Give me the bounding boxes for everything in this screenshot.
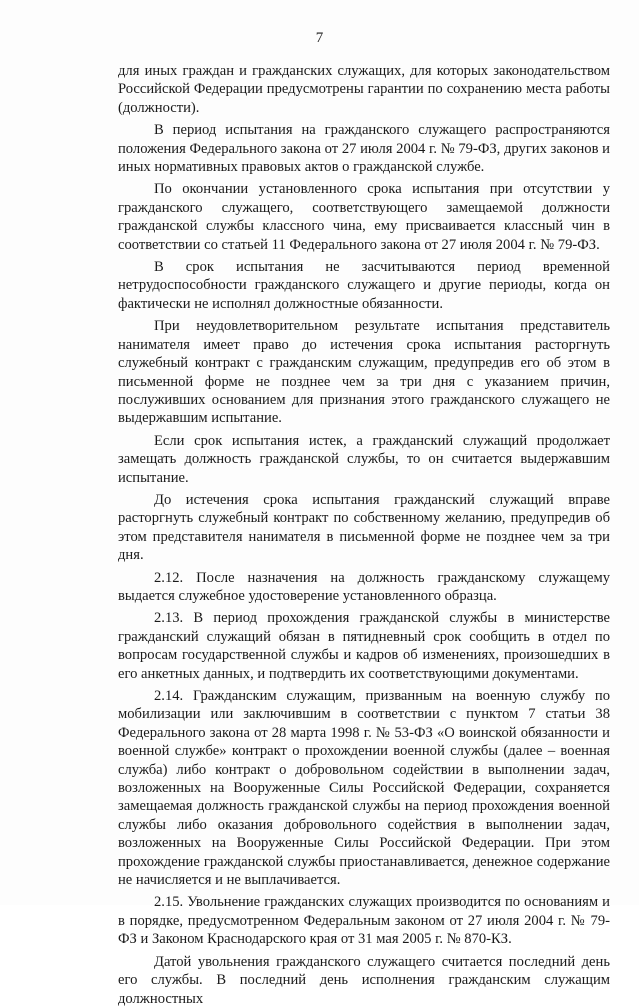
- paragraph-2-13: 2.13. В период прохождения гражданской службы в министерстве гражданский служащий обязан в пятидневный срок сообщить в отдел по вопросам государственной службы и кадров об изменениях, произошедших в его анкетных данных, и подтвердить их соответствующими документами.: [118, 610, 610, 682]
- page-number: 7: [315, 30, 324, 46]
- document-body: [118, 62, 610, 1008]
- paragraph-unsatisfactory-result: При неудовлетворительном результате испытания представитель нанимателя имеет право до истечения срока испытания расторгнуть служебный контракт с гражданским служащим, предупредив его об этом в письменной форме не позднее чем за три дня с указанием причин, послуживших основанием для признания этого гражданского служащего не выдержавшим испытание.: [118, 318, 610, 427]
- paragraph-probation-expired: Если срок испытания истек, а гражданский служащий продолжает замещать должность гражданской службы, то он считается выдержавшим испытание.: [118, 432, 610, 486]
- paragraph-2-14: 2.14. Гражданским служащим, призванным на военную службу по мобилизации или заключившим в соответствии с пунктом 7 статьи 38 Федерального закона от 28 марта 1998 г. № 53-ФЗ «О воинской обязанности и военной службе» контракт о прохождении военной службы (далее – военная служба) либо контракт о добровольном содействии в выполнении задач, возложенных на Вооруженные Силы Российской Федерации, сохраняется замещаемая должность гражданской службы на период прохождения военной службы либо оказания добровольного содействия в выполнении задач, возложенных на Вооруженные Силы Российской Федерации. При этом прохождение гражданской службы приостанавливается, денежное содержание не начисляется и не выплачивается.: [118, 688, 610, 889]
- paragraph-dismissal-date: Датой увольнения гражданского служащего считается последний день его службы. В последний день исполнения гражданским служащим должностных: [118, 953, 610, 1007]
- paragraph-2-12: 2.12. После назначения на должность гражданскому служащему выдается служебное удостоверение установленного образца.: [118, 569, 610, 604]
- paragraph-guarantees: для иных граждан и гражданских служащих, для которых законодательством Российской Федерации предусмотрены гарантии по сохранению места работы (должности).: [118, 63, 610, 116]
- paragraph-early-termination: До истечения срока испытания гражданский служащий вправе расторгнуть служебный контракт по собственному желанию, предупредив об этом представителя нанимателя в письменной форме не позднее чем за три дня.: [118, 491, 610, 564]
- paragraph-excluded-periods: В срок испытания не засчитываются период временной нетрудоспособности гражданского служащего и другие периоды, когда он фактически не исполнял должностные обязанности.: [118, 259, 610, 312]
- paragraph-probation-laws: В период испытания на гражданского служащего распространяются положения Федерального закона от 27 июля 2004 г. № 79-ФЗ, других законов и иных нормативных правовых актов о гражданской службе.: [118, 122, 610, 176]
- paragraph-class-rank: По окончании установленного срока испытания при отсутствии у гражданского служащего, соответствующего замещаемой должности гражданской службы классного чина, ему присваивается классный чин в соответствии со статьей 11 Федерального закона от 27 июля 2004 г. № 79-ФЗ.: [118, 181, 610, 253]
- paragraph-2-15: 2.15. Увольнение гражданских служащих производится по основаниям и в порядке, предусмотренном Федеральным законом от 27 июля 2004 г. № 79-ФЗ и Законом Краснодарского края от 31 мая 2005 г. № 870-КЗ.: [118, 894, 610, 948]
